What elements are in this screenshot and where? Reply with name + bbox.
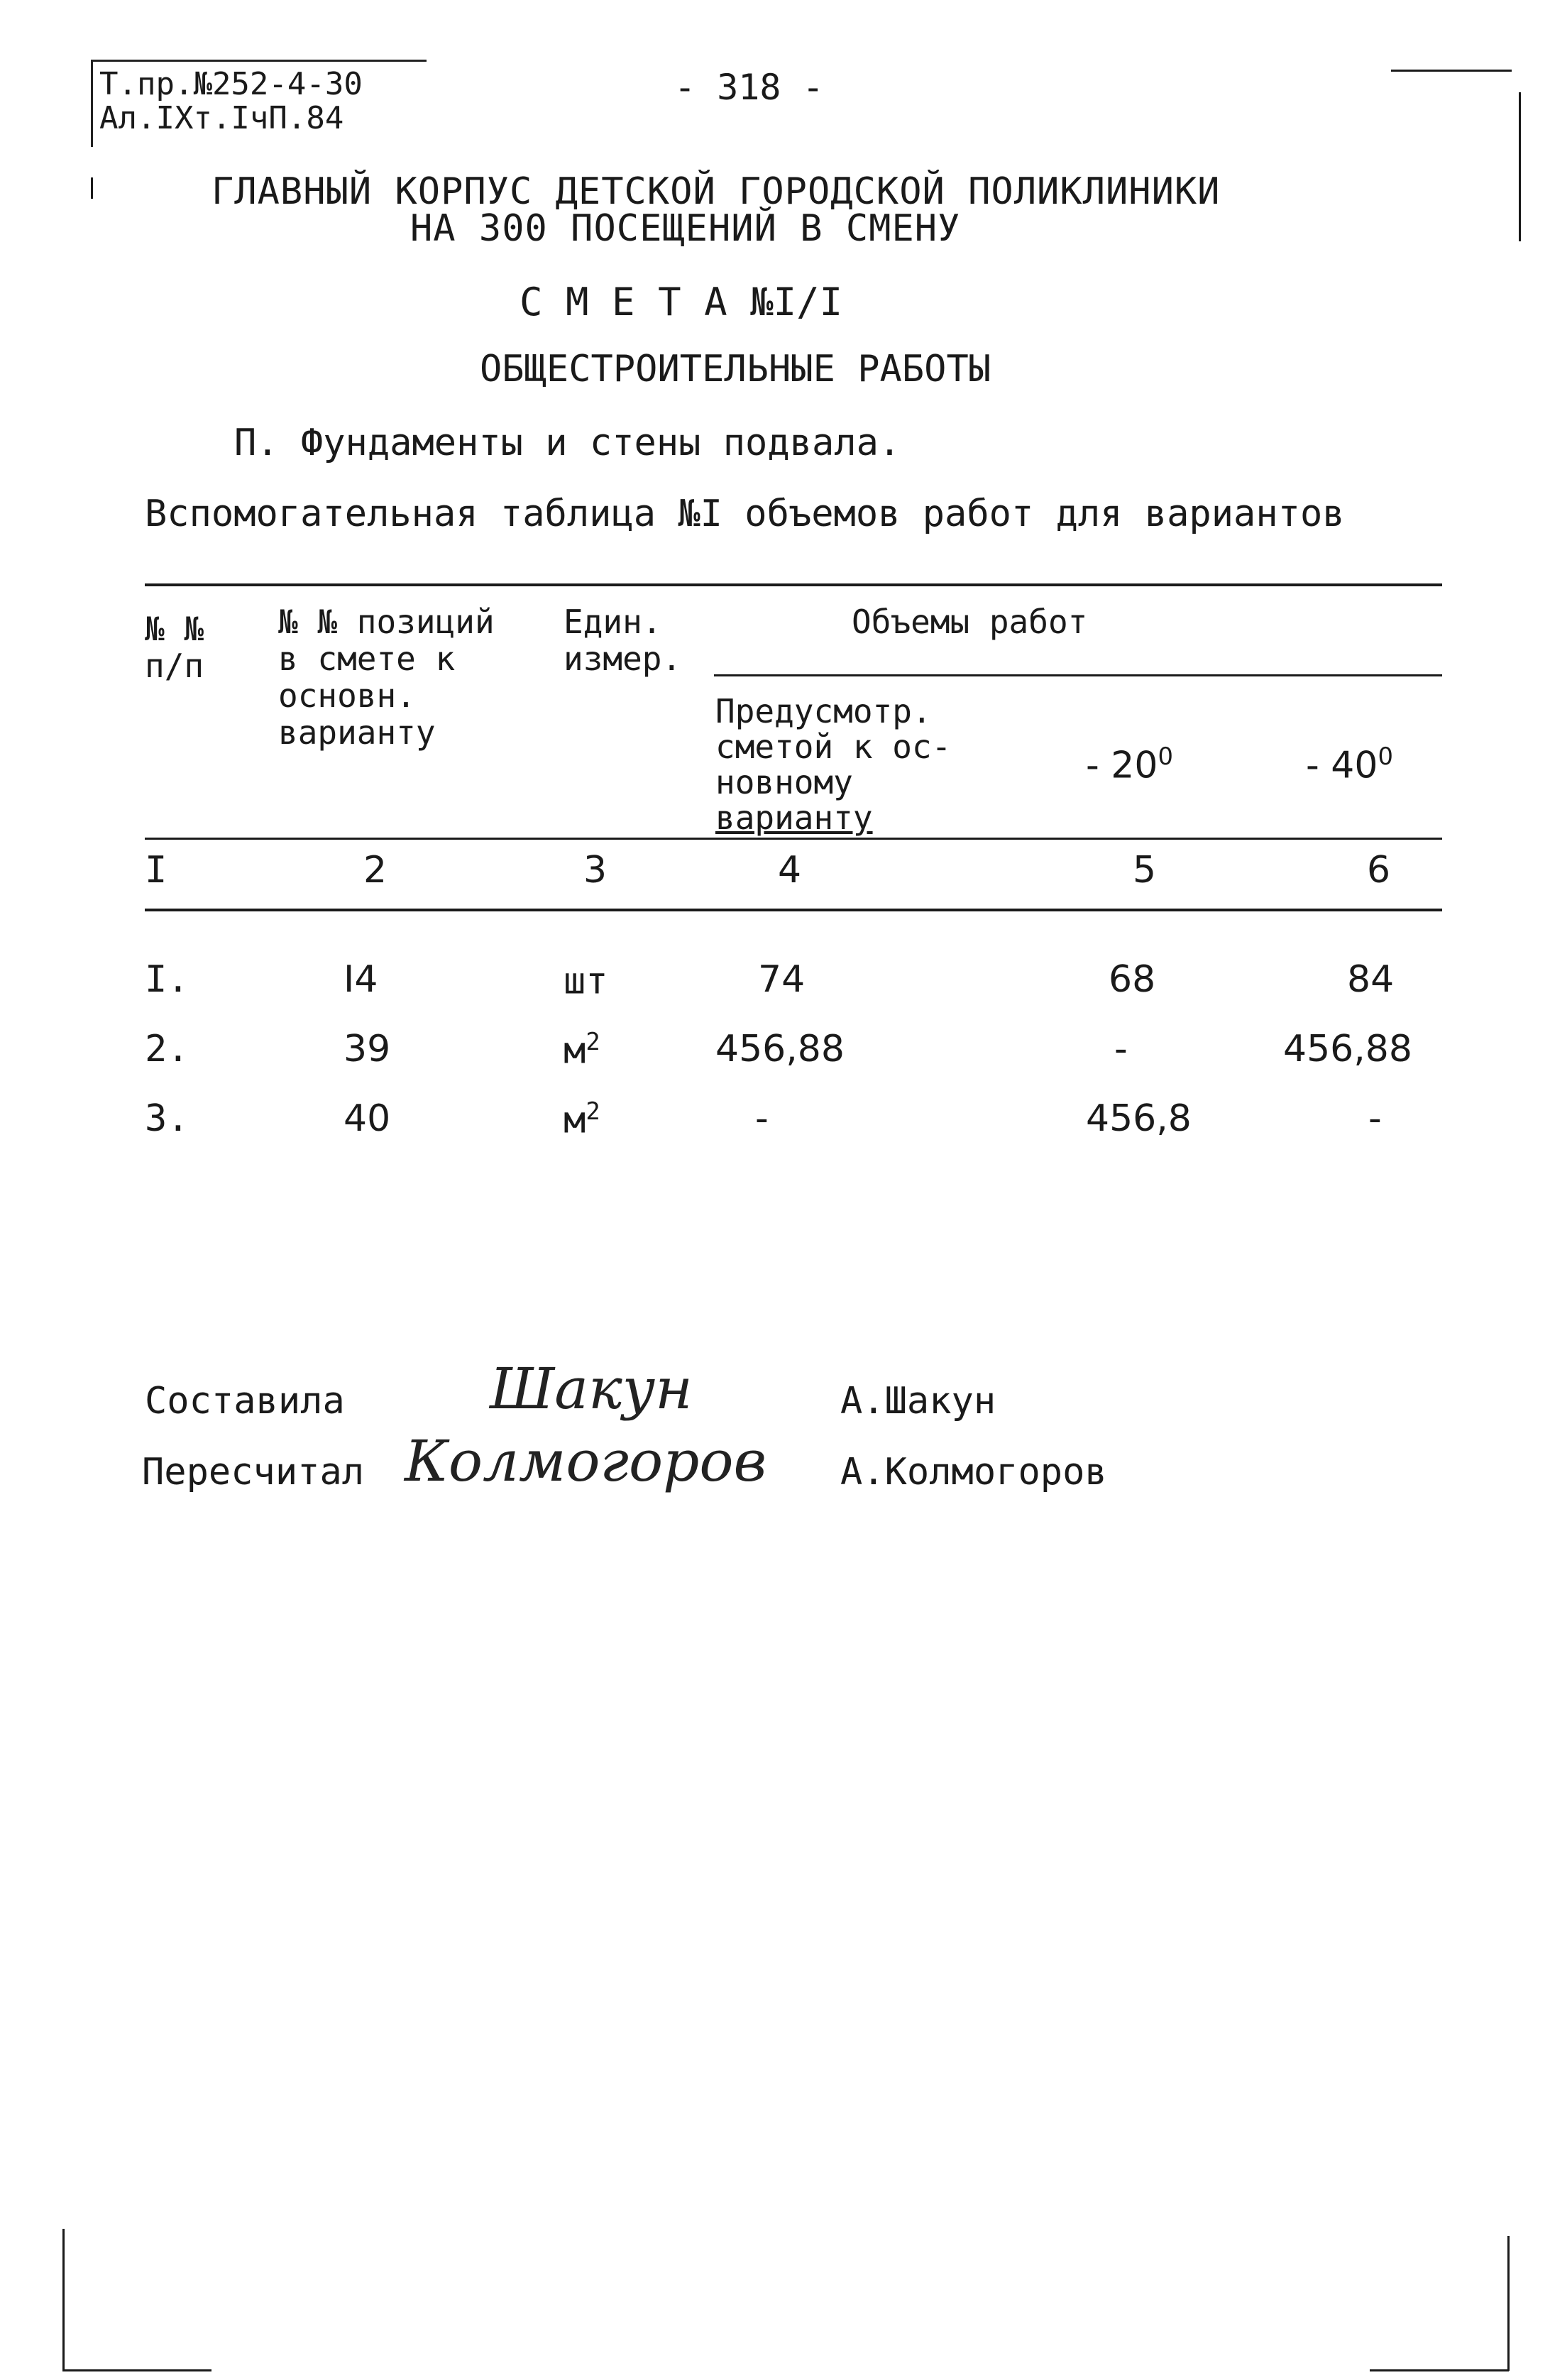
header-volumes: Объемы работ [852,603,1088,641]
header-col3-line1: Един. [564,603,662,641]
header-col1-line2: п/п [145,647,204,685]
volumes-subheader-rule [714,674,1442,676]
row3-unit [564,1097,600,1141]
recalculated-by-name: А.Колмогоров [840,1451,1107,1493]
header-col6-value: - 40 [1306,744,1378,787]
header-col4-line2: сметой к ос- [715,728,952,766]
row1-position: I4 [343,958,378,1001]
row2-minus40: 456,88 [1283,1028,1412,1070]
row3-number: 3. [145,1097,189,1140]
row1-unit-text: шт [564,960,608,1003]
row2-base: 456,88 [715,1028,845,1070]
section-heading: П. Фундаменты и стены подвала. [234,422,901,464]
row3-unit-text: м [564,1099,586,1142]
frame-corner-bottom-left [62,2369,211,2371]
row2-unit-text: м [564,1029,586,1073]
column-number-1: I [145,849,167,892]
header-col6 [1306,742,1393,786]
row1-number: I. [145,958,189,1001]
document-title-line1: ГЛАВНЫЙ КОРПУС ДЕТСКОЙ ГОРОДСКОЙ ПОЛИКЛИНИКИ [211,170,1221,213]
row1-unit [564,958,608,1002]
column-number-3: 3 [583,849,608,892]
degree-mark-col6: 0 [1378,742,1393,770]
compiled-by-name: А.Шакун [840,1380,996,1422]
compiled-by-label: Составила [145,1380,345,1422]
header-col1-line1: № № [145,610,204,648]
header-col2-line3: основн. [278,676,416,715]
row2-minus20: - [1114,1028,1128,1070]
header-col2-line1: № № позиций [278,603,495,641]
row3-minus40: - [1368,1097,1382,1140]
document-title-line2: НА 300 ПОСЕЩЕНИЙ В СМЕНУ [410,207,961,250]
table-top-rule [145,583,1442,586]
row3-minus20: 456,8 [1086,1097,1192,1140]
header-bottom-rule [145,838,1442,840]
column-number-2: 2 [363,849,388,892]
row1-minus20: 68 [1109,958,1156,1001]
frame-corner-top [1391,70,1512,72]
header-col4-line4: варианту [715,799,873,837]
recalculated-by-signature: Колмогоров [405,1428,767,1494]
row3-base: - [755,1097,769,1140]
column-number-5: 5 [1133,849,1157,892]
header-col4-line1: Предусмотр. [715,692,932,730]
recalculated-by-label: Пересчитал [142,1451,365,1493]
header-col3-line2: измер. [564,640,682,678]
column-number-6: 6 [1367,849,1391,892]
header-col2-line4: варианту [278,713,436,752]
row2-number: 2. [145,1028,189,1070]
row2-unit-sup: 2 [586,1028,600,1055]
row3-unit-sup: 2 [586,1097,600,1125]
row1-minus40: 84 [1347,958,1395,1001]
degree-mark-col5: 0 [1158,742,1173,770]
frame-edge-bottom-left [62,2229,65,2371]
frame-edge-right [1519,92,1521,241]
header-col2-line2: в смете к [278,640,456,678]
compiled-by-signature: Шакун [490,1356,693,1422]
row3-position: 40 [343,1097,391,1140]
column-numbers-rule [145,909,1442,911]
header-col5 [1086,742,1173,786]
stamp-line-1: Т.пр.№252-4-30 [99,66,363,102]
frame-edge-left-mark [91,177,93,199]
row2-unit [564,1028,600,1072]
header-col4-line3: новному [715,763,853,801]
row2-position: 39 [343,1028,391,1070]
stamp-line-2: Ал.IХт.IчП.84 [99,100,344,136]
works-heading: ОБЩЕСТРОИТЕЛЬНЫЕ РАБОТЫ [480,348,991,390]
table-caption: Вспомогательная таблица №I объемов работ для вариантов [145,493,1345,535]
column-number-4: 4 [778,849,802,892]
page-number: - 318 - [674,67,824,108]
header-col5-value: - 20 [1086,744,1158,787]
row1-base: 74 [758,958,806,1001]
frame-edge-bottom-right [1507,2236,1510,2371]
smeta-heading: С М Е Т А №I/I [520,280,843,324]
frame-corner-bottom-right [1370,2369,1509,2371]
